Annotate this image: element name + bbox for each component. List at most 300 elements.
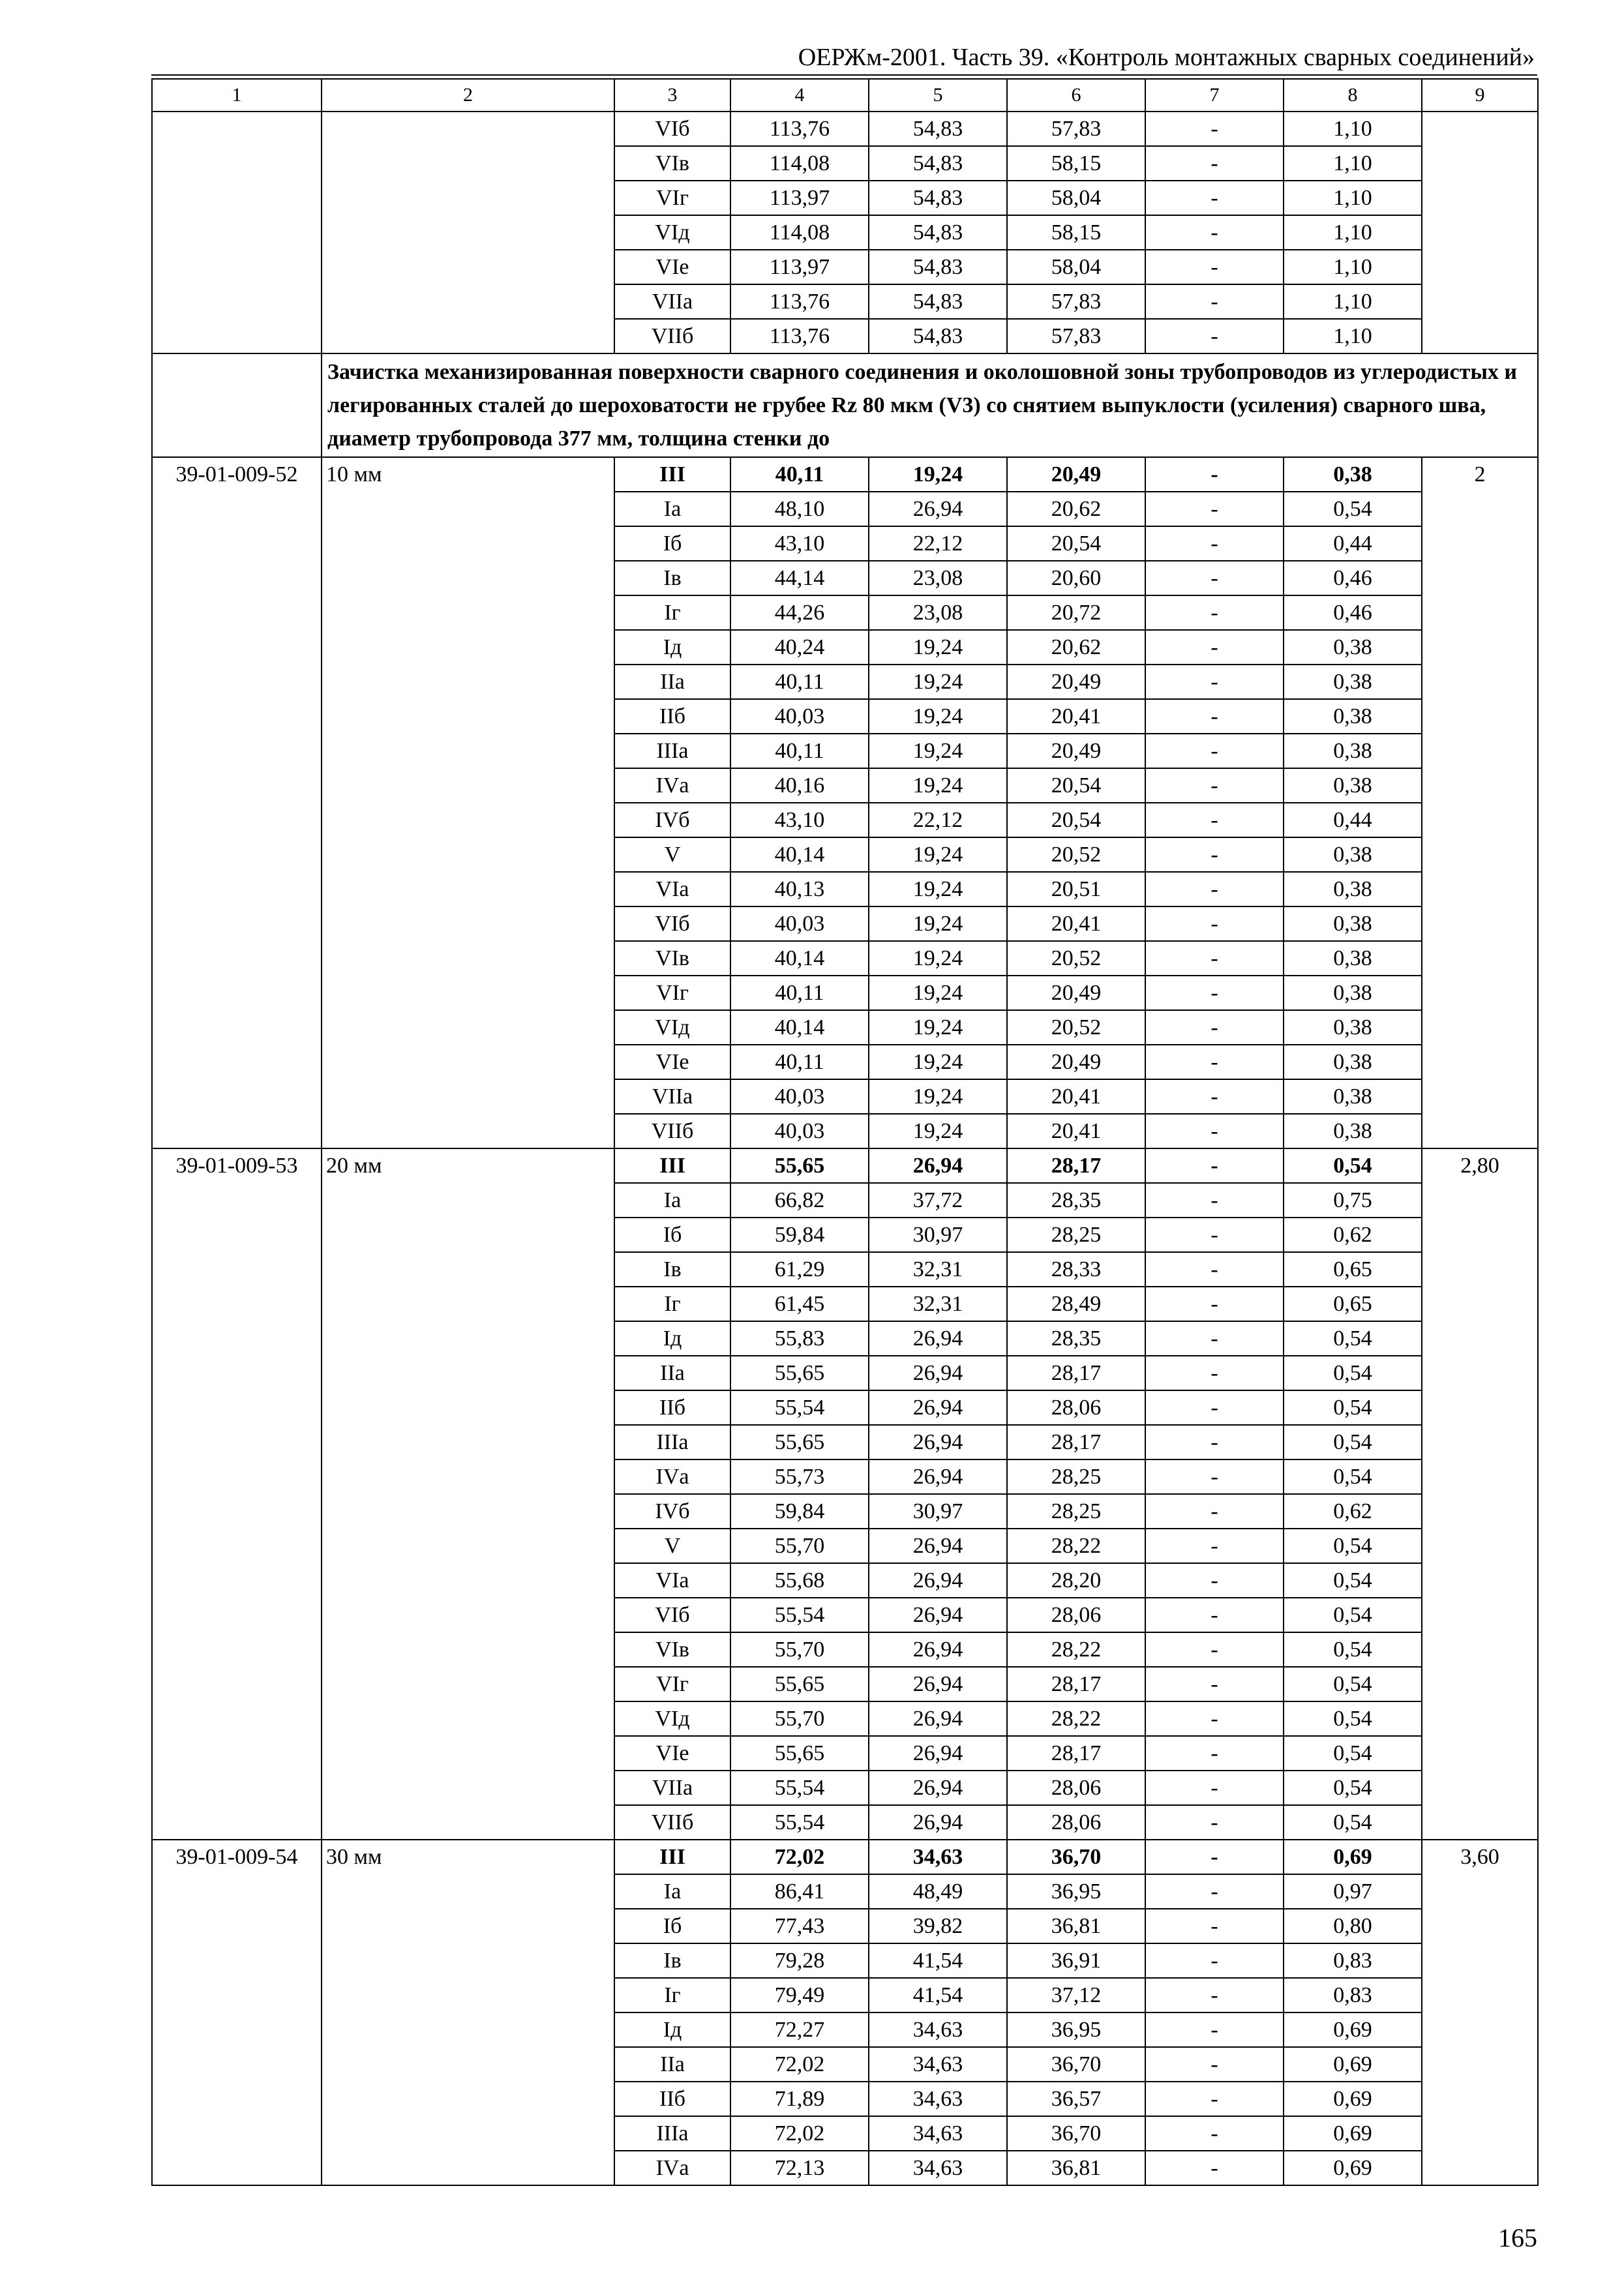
table-cell: - (1145, 250, 1284, 284)
table-cell: - (1145, 734, 1284, 768)
table-cell: - (1145, 906, 1284, 941)
table-cell: 23,08 (869, 595, 1007, 630)
table-cell: 54,83 (869, 319, 1007, 353)
table-cell: 28,22 (1007, 1701, 1145, 1736)
table-cell: VIд (614, 1010, 730, 1045)
rates-table (151, 78, 1539, 2186)
table-cell: 55,65 (730, 1148, 869, 1183)
table-cell: 28,17 (1007, 1148, 1145, 1183)
table-cell: 40,11 (730, 1045, 869, 1079)
column-number: 7 (1145, 79, 1284, 112)
header-title: ОЕРЖм-2001. Часть 39. «Контроль монтажных сварных соединений» (798, 44, 1535, 71)
table-cell: 0,54 (1284, 1459, 1422, 1494)
table-cell: 19,24 (869, 1010, 1007, 1045)
table-cell: IIа (614, 1356, 730, 1390)
table-cell: 55,54 (730, 1805, 869, 1840)
table-cell: 36,81 (1007, 1909, 1145, 1943)
table-cell: 28,22 (1007, 1632, 1145, 1667)
table-cell: - (1145, 1010, 1284, 1045)
table-cell: 55,83 (730, 1321, 869, 1356)
table-cell: 54,83 (869, 181, 1007, 215)
table-cell: 26,94 (869, 1598, 1007, 1632)
rate-code: 39-01-009-54 (152, 1840, 322, 2185)
table-cell: Iб (614, 1909, 730, 1943)
running-header (151, 38, 1537, 76)
table-cell: 26,94 (869, 1563, 1007, 1598)
table-cell: 0,54 (1284, 1632, 1422, 1667)
table-cell: 0,38 (1284, 1079, 1422, 1114)
table-cell: - (1145, 803, 1284, 837)
table-cell: VIе (614, 250, 730, 284)
table-cell: VIб (614, 906, 730, 941)
table-cell: 0,54 (1284, 1425, 1422, 1459)
table-cell: 113,97 (730, 181, 869, 215)
table-cell: 19,24 (869, 1045, 1007, 1079)
table-cell: VIIа (614, 284, 730, 319)
table-cell: - (1145, 1494, 1284, 1529)
table-cell: 26,94 (869, 1805, 1007, 1840)
table-cell: 26,94 (869, 1771, 1007, 1805)
column-number: 3 (614, 79, 730, 112)
table-cell: VIIа (614, 1771, 730, 1805)
table-cell: 0,46 (1284, 595, 1422, 630)
table-cell: - (1145, 1529, 1284, 1563)
table-cell: VIв (614, 1632, 730, 1667)
table-cell: Iб (614, 526, 730, 561)
rate-col9-value: 2,80 (1422, 1148, 1538, 1840)
table-cell: 40,03 (730, 699, 869, 734)
table-cell: 28,06 (1007, 1771, 1145, 1805)
table-cell: 0,38 (1284, 630, 1422, 665)
table-cell: 32,31 (869, 1287, 1007, 1321)
table-cell: 1,10 (1284, 284, 1422, 319)
table-cell: - (1145, 1771, 1284, 1805)
table-cell: - (1145, 1805, 1284, 1840)
table-cell: 19,24 (869, 665, 1007, 699)
table-cell: VIд (614, 215, 730, 250)
table-cell: 22,12 (869, 526, 1007, 561)
table-cell: 36,57 (1007, 2082, 1145, 2116)
table-cell: 55,65 (730, 1356, 869, 1390)
table-cell: 58,15 (1007, 215, 1145, 250)
table-cell: 34,63 (869, 2151, 1007, 2185)
table-cell: 79,28 (730, 1943, 869, 1978)
table-cell: 26,94 (869, 1425, 1007, 1459)
table-row (152, 1840, 1538, 1874)
table-cell: 0,97 (1284, 1874, 1422, 1909)
table-cell: VIа (614, 1563, 730, 1598)
table-cell: 54,83 (869, 112, 1007, 146)
table-cell: - (1145, 2047, 1284, 2082)
table-cell: 0,38 (1284, 665, 1422, 699)
table-cell: - (1145, 1425, 1284, 1459)
table-cell: 28,17 (1007, 1356, 1145, 1390)
table-cell: 0,54 (1284, 1563, 1422, 1598)
table-cell: 0,38 (1284, 906, 1422, 941)
table-cell: - (1145, 1390, 1284, 1425)
table-row (152, 1148, 1538, 1183)
table-cell: 55,73 (730, 1459, 869, 1494)
table-cell: 0,65 (1284, 1287, 1422, 1321)
table-cell: 0,54 (1284, 1321, 1422, 1356)
table-cell: 30,97 (869, 1494, 1007, 1529)
table-cell: 36,95 (1007, 1874, 1145, 1909)
table-cell: 0,69 (1284, 2082, 1422, 2116)
table-cell: 0,38 (1284, 872, 1422, 906)
table-cell: 26,94 (869, 1148, 1007, 1183)
table-cell: - (1145, 1943, 1284, 1978)
table-cell: 28,25 (1007, 1218, 1145, 1252)
table-cell: 40,14 (730, 941, 869, 976)
table-cell: 0,54 (1284, 1667, 1422, 1701)
table-cell: 36,91 (1007, 1943, 1145, 1978)
table-cell: 28,33 (1007, 1252, 1145, 1287)
table-cell: 0,62 (1284, 1218, 1422, 1252)
table-cell: 26,94 (869, 1667, 1007, 1701)
table-cell: 19,24 (869, 837, 1007, 872)
table-cell: - (1145, 561, 1284, 595)
table-cell: 54,83 (869, 284, 1007, 319)
table-cell: 20,62 (1007, 492, 1145, 526)
table-cell: 58,15 (1007, 146, 1145, 181)
table-cell: III (614, 1840, 730, 1874)
table-cell: IIа (614, 665, 730, 699)
table-cell: 34,63 (869, 1840, 1007, 1874)
table-cell: 28,06 (1007, 1805, 1145, 1840)
table-cell: VIв (614, 941, 730, 976)
table-cell: 26,94 (869, 1321, 1007, 1356)
table-cell: 0,44 (1284, 526, 1422, 561)
table-cell: 19,24 (869, 906, 1007, 941)
table-cell: 0,38 (1284, 1010, 1422, 1045)
table-cell: 26,94 (869, 1356, 1007, 1390)
table-cell: 1,10 (1284, 112, 1422, 146)
table-cell: IIб (614, 699, 730, 734)
column-number: 8 (1284, 79, 1422, 112)
table-cell: IIIа (614, 2116, 730, 2151)
table-cell: 28,17 (1007, 1425, 1145, 1459)
table-cell: 41,54 (869, 1943, 1007, 1978)
table-cell: - (1145, 215, 1284, 250)
table-cell: 71,89 (730, 2082, 869, 2116)
table-cell: - (1145, 699, 1284, 734)
table-cell: - (1145, 1563, 1284, 1598)
table-cell: - (1145, 941, 1284, 976)
table-cell: VIIб (614, 319, 730, 353)
table-cell: 0,54 (1284, 1805, 1422, 1840)
table-cell: VIе (614, 1736, 730, 1771)
table-cell: VIIб (614, 1114, 730, 1148)
table-cell: VIIа (614, 1079, 730, 1114)
table-cell: Iв (614, 561, 730, 595)
table-cell: 19,24 (869, 630, 1007, 665)
table-cell: - (1145, 872, 1284, 906)
table-cell: 20,52 (1007, 837, 1145, 872)
table-cell: 37,72 (869, 1183, 1007, 1218)
table-cell: - (1145, 768, 1284, 803)
page-number: 165 (1498, 2223, 1537, 2252)
table-cell: Iа (614, 1183, 730, 1218)
table-cell: 0,38 (1284, 734, 1422, 768)
table-cell: Iг (614, 1978, 730, 2012)
section-heading: Зачистка механизированная поверхности сварного соединения и околошовной зоны трубопроводов из углеродистых и легированных сталей до шероховатости не грубее Rz 80 мкм (V3) со снятием выпуклости (усиления) сварного шва, диаметр трубопровода 377 мм, толщина стенки до (322, 353, 1538, 457)
table-cell: 41,54 (869, 1978, 1007, 2012)
table-cell: - (1145, 457, 1284, 492)
table-cell: 43,10 (730, 803, 869, 837)
table-cell: 19,24 (869, 734, 1007, 768)
table-cell: 20,49 (1007, 457, 1145, 492)
table-cell: 32,31 (869, 1252, 1007, 1287)
table-cell: 39,82 (869, 1909, 1007, 1943)
table-cell: 19,24 (869, 872, 1007, 906)
table-cell: VIг (614, 976, 730, 1010)
table-cell: 28,06 (1007, 1598, 1145, 1632)
table-cell: 72,13 (730, 2151, 869, 2185)
table-cell: 20,41 (1007, 906, 1145, 941)
table-cell: - (1145, 1840, 1284, 1874)
table-cell: 0,38 (1284, 457, 1422, 492)
table-cell: 55,54 (730, 1598, 869, 1632)
table-cell: V (614, 837, 730, 872)
table-cell: 28,49 (1007, 1287, 1145, 1321)
table-cell: 0,69 (1284, 2012, 1422, 2047)
table-cell: 1,10 (1284, 319, 1422, 353)
table-cell: 40,16 (730, 768, 869, 803)
table-cell: 40,03 (730, 906, 869, 941)
rate-code: 39-01-009-52 (152, 457, 322, 1148)
table-cell: 0,75 (1284, 1183, 1422, 1218)
table-cell: - (1145, 1045, 1284, 1079)
table-cell: - (1145, 595, 1284, 630)
table-cell: III (614, 457, 730, 492)
table-cell: VIIб (614, 1805, 730, 1840)
table-cell: 26,94 (869, 1632, 1007, 1667)
table-cell: 34,63 (869, 2116, 1007, 2151)
table-cell: - (1145, 1632, 1284, 1667)
table-cell: VIе (614, 1045, 730, 1079)
table-cell: VIг (614, 1667, 730, 1701)
table-cell: - (1145, 181, 1284, 215)
table-cell: - (1145, 1598, 1284, 1632)
table-cell: 43,10 (730, 526, 869, 561)
table-cell: 0,54 (1284, 492, 1422, 526)
table-cell: - (1145, 1701, 1284, 1736)
table-cell: 19,24 (869, 1079, 1007, 1114)
table-cell: 0,54 (1284, 1529, 1422, 1563)
table-cell: VIб (614, 112, 730, 146)
table-cell: 58,04 (1007, 250, 1145, 284)
table-cell: 0,69 (1284, 2047, 1422, 2082)
table-row (152, 112, 1538, 146)
rate-description: 10 мм (322, 457, 614, 1148)
table-cell: 113,76 (730, 284, 869, 319)
table-cell: 40,11 (730, 734, 869, 768)
table-cell: 28,06 (1007, 1390, 1145, 1425)
table-cell: 20,54 (1007, 803, 1145, 837)
table-cell: 20,60 (1007, 561, 1145, 595)
table-cell: 20,54 (1007, 526, 1145, 561)
table-cell: 113,76 (730, 319, 869, 353)
table-cell: - (1145, 1978, 1284, 2012)
table-cell: 28,35 (1007, 1321, 1145, 1356)
column-number: 9 (1422, 79, 1538, 112)
table-cell: 66,82 (730, 1183, 869, 1218)
table-cell: 55,70 (730, 1529, 869, 1563)
table-cell: 28,17 (1007, 1667, 1145, 1701)
table-cell: 0,65 (1284, 1252, 1422, 1287)
table-cell: - (1145, 1736, 1284, 1771)
table-cell: IVб (614, 803, 730, 837)
table-cell: 34,63 (869, 2047, 1007, 2082)
table-cell: - (1145, 1874, 1284, 1909)
table-cell: - (1145, 2012, 1284, 2047)
table-cell: 113,97 (730, 250, 869, 284)
table-cell: 55,70 (730, 1701, 869, 1736)
table-cell: 0,80 (1284, 1909, 1422, 1943)
table-cell: 37,12 (1007, 1978, 1145, 2012)
table-cell: - (1145, 1183, 1284, 1218)
table-cell: 59,84 (730, 1494, 869, 1529)
column-number-row (152, 79, 1538, 112)
table-cell: Iд (614, 630, 730, 665)
table-cell: 61,29 (730, 1252, 869, 1287)
empty-code-cell (152, 112, 322, 353)
table-cell: - (1145, 2116, 1284, 2151)
table-cell: 0,38 (1284, 837, 1422, 872)
column-number: 2 (322, 79, 614, 112)
table-cell: - (1145, 146, 1284, 181)
table-cell: 28,25 (1007, 1494, 1145, 1529)
table-cell: 36,70 (1007, 1840, 1145, 1874)
table-cell: 40,14 (730, 1010, 869, 1045)
table-cell: 26,94 (869, 492, 1007, 526)
column-number: 5 (869, 79, 1007, 112)
column-number: 6 (1007, 79, 1145, 112)
table-cell: 19,24 (869, 1114, 1007, 1148)
table-cell: 1,10 (1284, 215, 1422, 250)
table-cell: 20,52 (1007, 941, 1145, 976)
table-cell: 26,94 (869, 1701, 1007, 1736)
table-cell: 34,63 (869, 2012, 1007, 2047)
table-cell: 57,83 (1007, 319, 1145, 353)
table-cell: 72,02 (730, 2047, 869, 2082)
table-cell: - (1145, 319, 1284, 353)
table-cell: 0,38 (1284, 699, 1422, 734)
section-heading-row (152, 353, 1538, 457)
table-cell: 28,25 (1007, 1459, 1145, 1494)
table-cell: 0,83 (1284, 1943, 1422, 1978)
table-cell: 23,08 (869, 561, 1007, 595)
table-cell: 72,02 (730, 2116, 869, 2151)
table-cell: 34,63 (869, 2082, 1007, 2116)
table-cell: 22,12 (869, 803, 1007, 837)
table-cell: 20,41 (1007, 1114, 1145, 1148)
table-cell: 0,83 (1284, 1978, 1422, 2012)
empty-cell (152, 353, 322, 457)
table-cell: 0,69 (1284, 2151, 1422, 2185)
table-cell: Iв (614, 1943, 730, 1978)
table-cell: 28,35 (1007, 1183, 1145, 1218)
table-cell: IVа (614, 2151, 730, 2185)
table-cell: IIIа (614, 1425, 730, 1459)
table-cell: IIб (614, 1390, 730, 1425)
table-cell: 0,62 (1284, 1494, 1422, 1529)
table-cell: - (1145, 1909, 1284, 1943)
table-cell: IVа (614, 768, 730, 803)
table-cell: 20,41 (1007, 1079, 1145, 1114)
table-cell: Iб (614, 1218, 730, 1252)
table-cell: 20,62 (1007, 630, 1145, 665)
table-cell: 19,24 (869, 768, 1007, 803)
table-cell: - (1145, 1667, 1284, 1701)
table-cell: 0,38 (1284, 1114, 1422, 1148)
table-cell: 0,38 (1284, 941, 1422, 976)
table-cell: 44,26 (730, 595, 869, 630)
table-cell: 0,54 (1284, 1771, 1422, 1805)
table-cell: IIа (614, 2047, 730, 2082)
table-cell: - (1145, 492, 1284, 526)
column-number: 4 (730, 79, 869, 112)
table-cell: 20,52 (1007, 1010, 1145, 1045)
table-cell: 0,54 (1284, 1148, 1422, 1183)
table-cell: Iг (614, 1287, 730, 1321)
table-cell: 20,49 (1007, 1045, 1145, 1079)
table-cell: 55,70 (730, 1632, 869, 1667)
table-cell: 0,54 (1284, 1390, 1422, 1425)
table-cell: 72,02 (730, 1840, 869, 1874)
table-cell: IVб (614, 1494, 730, 1529)
table-cell: 19,24 (869, 457, 1007, 492)
table-cell: 20,51 (1007, 872, 1145, 906)
empty-description-cell (322, 112, 614, 353)
table-cell: Iг (614, 595, 730, 630)
table-cell: 20,49 (1007, 976, 1145, 1010)
table-row (152, 457, 1538, 492)
rate-code: 39-01-009-53 (152, 1148, 322, 1840)
table-cell: 20,72 (1007, 595, 1145, 630)
table-cell: 26,94 (869, 1459, 1007, 1494)
table-cell: 0,69 (1284, 2116, 1422, 2151)
table-cell: V (614, 1529, 730, 1563)
table-cell: 0,54 (1284, 1356, 1422, 1390)
table-cell: Iа (614, 1874, 730, 1909)
table-cell: IIб (614, 2082, 730, 2116)
table-cell: 19,24 (869, 699, 1007, 734)
table-cell: 40,24 (730, 630, 869, 665)
table-cell: 0,69 (1284, 1840, 1422, 1874)
table-cell: Iд (614, 1321, 730, 1356)
table-cell: 20,41 (1007, 699, 1145, 734)
column-number: 1 (152, 79, 322, 112)
table-cell: - (1145, 1218, 1284, 1252)
table-cell: 1,10 (1284, 250, 1422, 284)
table-cell: - (1145, 1079, 1284, 1114)
table-cell: VIа (614, 872, 730, 906)
table-cell: 40,03 (730, 1079, 869, 1114)
table-cell: Iв (614, 1252, 730, 1287)
rate-description: 20 мм (322, 1148, 614, 1840)
table-cell: 114,08 (730, 215, 869, 250)
table-cell: 58,04 (1007, 181, 1145, 215)
table-cell: 54,83 (869, 250, 1007, 284)
table-cell: - (1145, 976, 1284, 1010)
table-cell: 54,83 (869, 215, 1007, 250)
table-cell: 36,95 (1007, 2012, 1145, 2047)
table-cell: 0,54 (1284, 1701, 1422, 1736)
table-cell: 55,54 (730, 1771, 869, 1805)
table-cell: 79,49 (730, 1978, 869, 2012)
table-cell: 0,38 (1284, 976, 1422, 1010)
